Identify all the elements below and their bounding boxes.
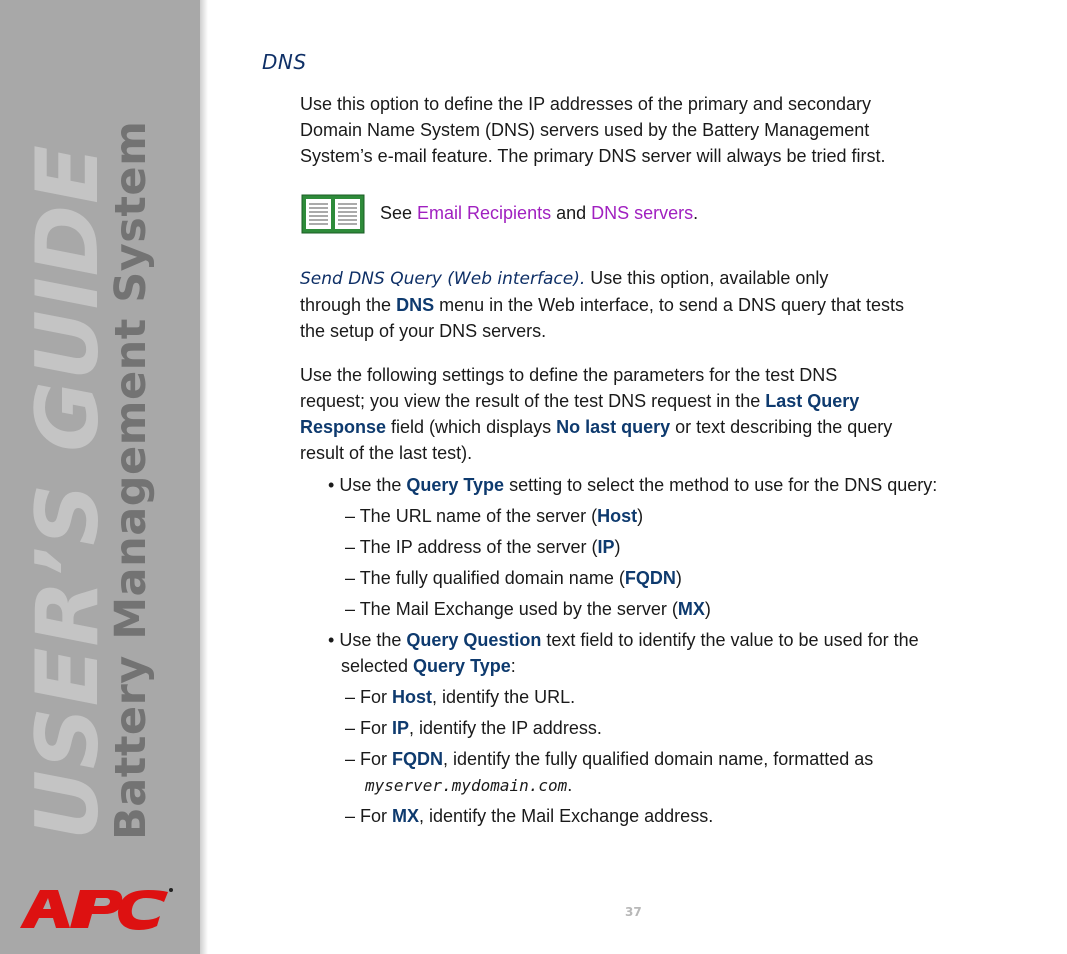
list-item-text: For (355, 749, 393, 769)
email-recipients-link[interactable]: Email Recipients (417, 203, 552, 223)
no-last-query-term: No last query (556, 417, 671, 437)
list-item-text: For (355, 806, 393, 826)
list-item (345, 715, 602, 741)
dash-marker: – (345, 568, 356, 588)
list-item (345, 684, 575, 710)
intro-line: System’s e-mail feature. The primary DNS server will always be tried first. (300, 146, 886, 166)
dns-menu-term: DNS (396, 295, 435, 315)
bullet-text: selected (341, 656, 414, 676)
guide-title: USER’S GUIDE (18, 144, 118, 840)
fqdn-example-suffix: . (567, 775, 573, 795)
send-query-run-in: Send DNS Query (Web interface). (300, 269, 586, 289)
mx-term: MX (392, 806, 420, 826)
list-item-text: The Mail Exchange used by the server ( (355, 599, 678, 619)
list-item-text: ) (675, 568, 682, 588)
fqdn-term: FQDN (392, 749, 444, 769)
dash-marker: – (345, 599, 356, 619)
send-query-paragraph (300, 265, 904, 344)
list-item (345, 596, 711, 622)
dash-marker: – (345, 537, 356, 557)
intro-line: Use this option to define the IP addresses of the primary and secondary (300, 94, 871, 114)
bullet-query-question (328, 627, 919, 653)
list-item-text: , identify the fully qualified domain name, formatted as (443, 749, 874, 769)
bullet-text: setting to select the method to use for the DNS query: (504, 475, 938, 495)
list-item (345, 803, 713, 829)
settings-paragraph (300, 362, 892, 466)
fqdn-example (365, 772, 572, 799)
intro-line: Domain Name System (DNS) servers used by the Battery Management (300, 120, 870, 140)
list-item-text: ) (704, 599, 711, 619)
list-item (345, 565, 682, 591)
bullet-continuation (341, 653, 516, 679)
response-term: Response (300, 417, 387, 437)
last-query-term: Last Query (765, 391, 860, 411)
query-type-term: Query Type (406, 475, 505, 495)
send-query-text: through the (300, 295, 397, 315)
see-also-suffix: . (693, 203, 699, 223)
intro-paragraph (300, 91, 886, 169)
host-term: Host (597, 506, 638, 526)
list-item-text: The IP address of the server ( (355, 537, 598, 557)
list-item-text: The fully qualified domain name ( (355, 568, 625, 588)
sidebar-shadow (200, 0, 208, 954)
guide-subtitle: Battery Management System (106, 120, 156, 840)
list-item (345, 503, 643, 529)
see-also-mid: and (551, 203, 592, 223)
list-item-text: For (355, 687, 393, 707)
send-query-text: menu in the Web interface, to send a DNS query that tests (434, 295, 905, 315)
apc-logo (18, 884, 174, 932)
list-item (345, 534, 621, 560)
ip-term: IP (597, 537, 615, 557)
mx-term: MX (677, 599, 705, 619)
bullet-marker: • (328, 475, 335, 495)
list-item-text: ) (614, 537, 621, 557)
settings-text: result of the last test). (300, 443, 473, 463)
list-item-text: The URL name of the server ( (355, 506, 598, 526)
fqdn-term: FQDN (624, 568, 676, 588)
query-question-term: Query Question (406, 630, 542, 650)
settings-text: request; you view the result of the test DNS request in the (300, 391, 766, 411)
see-also-line (380, 200, 698, 226)
bullet-text: Use the (334, 475, 407, 495)
list-item-text: For (355, 718, 393, 738)
settings-text: or text describing the query (670, 417, 893, 437)
bullet-marker: • (328, 630, 335, 650)
host-term: Host (392, 687, 433, 707)
sidebar (0, 0, 200, 954)
list-item-text: , identify the Mail Exchange address. (419, 806, 714, 826)
ip-term: IP (392, 718, 410, 738)
query-type-term: Query Type (413, 656, 511, 676)
section-heading: DNS (262, 50, 307, 74)
dash-marker: – (345, 806, 356, 826)
settings-text: field (which displays (386, 417, 557, 437)
dash-marker: – (345, 506, 356, 526)
dash-marker: – (345, 718, 356, 738)
dash-marker: – (345, 749, 356, 769)
dns-servers-link[interactable]: DNS servers (591, 203, 694, 223)
send-query-text: the setup of your DNS servers. (300, 321, 547, 341)
sidebar-vertical-text (18, 120, 156, 840)
book-icon (301, 194, 365, 234)
see-also-prefix: See (380, 203, 418, 223)
bullet-text: text field to identify the value to be used for the (541, 630, 919, 650)
settings-text: Use the following settings to define the parameters for the test DNS (300, 365, 838, 385)
bullet-text: Use the (334, 630, 407, 650)
send-query-text: Use this option, available only (585, 268, 829, 288)
list-item-text: , identify the URL. (432, 687, 576, 707)
fqdn-example-mono: myserver.mydomain.com (365, 776, 568, 795)
bullet-query-type (328, 472, 937, 498)
list-item-text: ) (637, 506, 644, 526)
page-number: 37 (625, 905, 642, 919)
dash-marker: – (345, 687, 356, 707)
list-item-text: , identify the IP address. (409, 718, 602, 738)
list-item (345, 746, 873, 772)
bullet-text: : (510, 656, 516, 676)
